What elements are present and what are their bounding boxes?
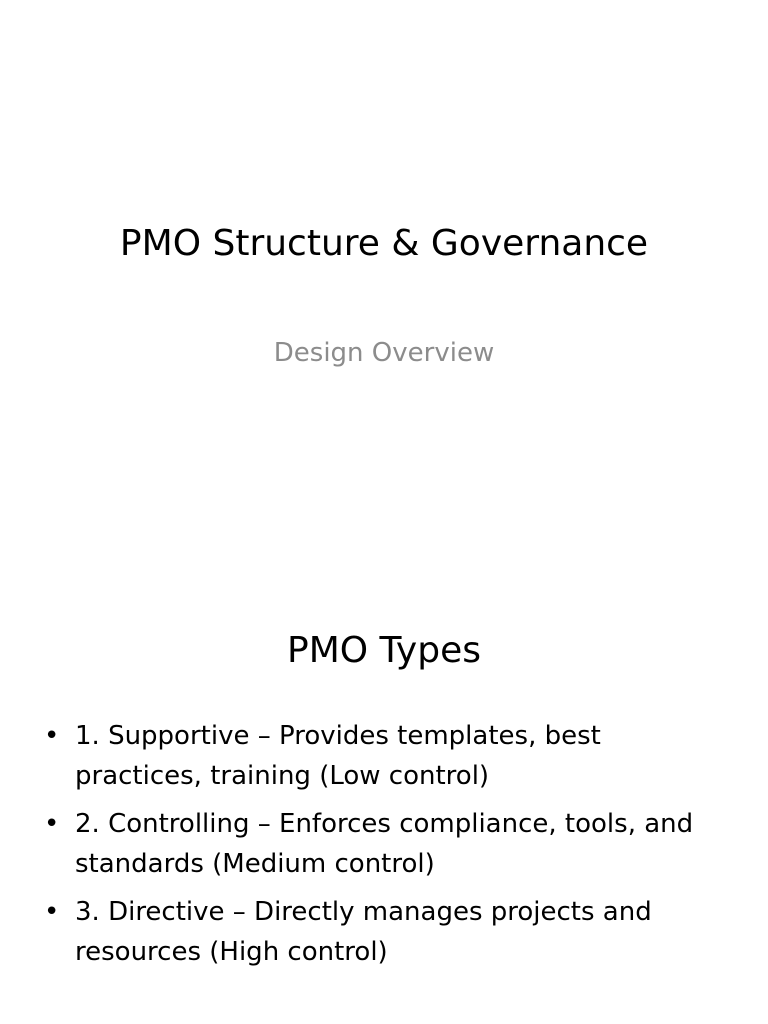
bullet-icon: • (44, 897, 60, 927)
bullet-item-directive (44, 892, 704, 972)
bullet-text: 3. Directive – Directly manages projects and resources (High control) (75, 897, 652, 967)
section-title: PMO Types (287, 630, 481, 671)
bullet-icon: • (44, 809, 60, 839)
slide-title: PMO Structure & Governance (119, 223, 649, 264)
bullet-text: 1. Supportive – Provides templates, best practices, training (Low control) (75, 721, 601, 791)
bullet-text: 2. Controlling – Enforces compliance, tools, and standards (Medium control) (75, 809, 694, 879)
bullet-list (44, 716, 704, 980)
bullet-item-controlling (44, 804, 704, 884)
bullet-icon: • (44, 721, 60, 751)
slide-subtitle: Design Overview (273, 338, 495, 368)
bullet-item-supportive (44, 716, 704, 796)
content-slide (0, 512, 768, 1024)
